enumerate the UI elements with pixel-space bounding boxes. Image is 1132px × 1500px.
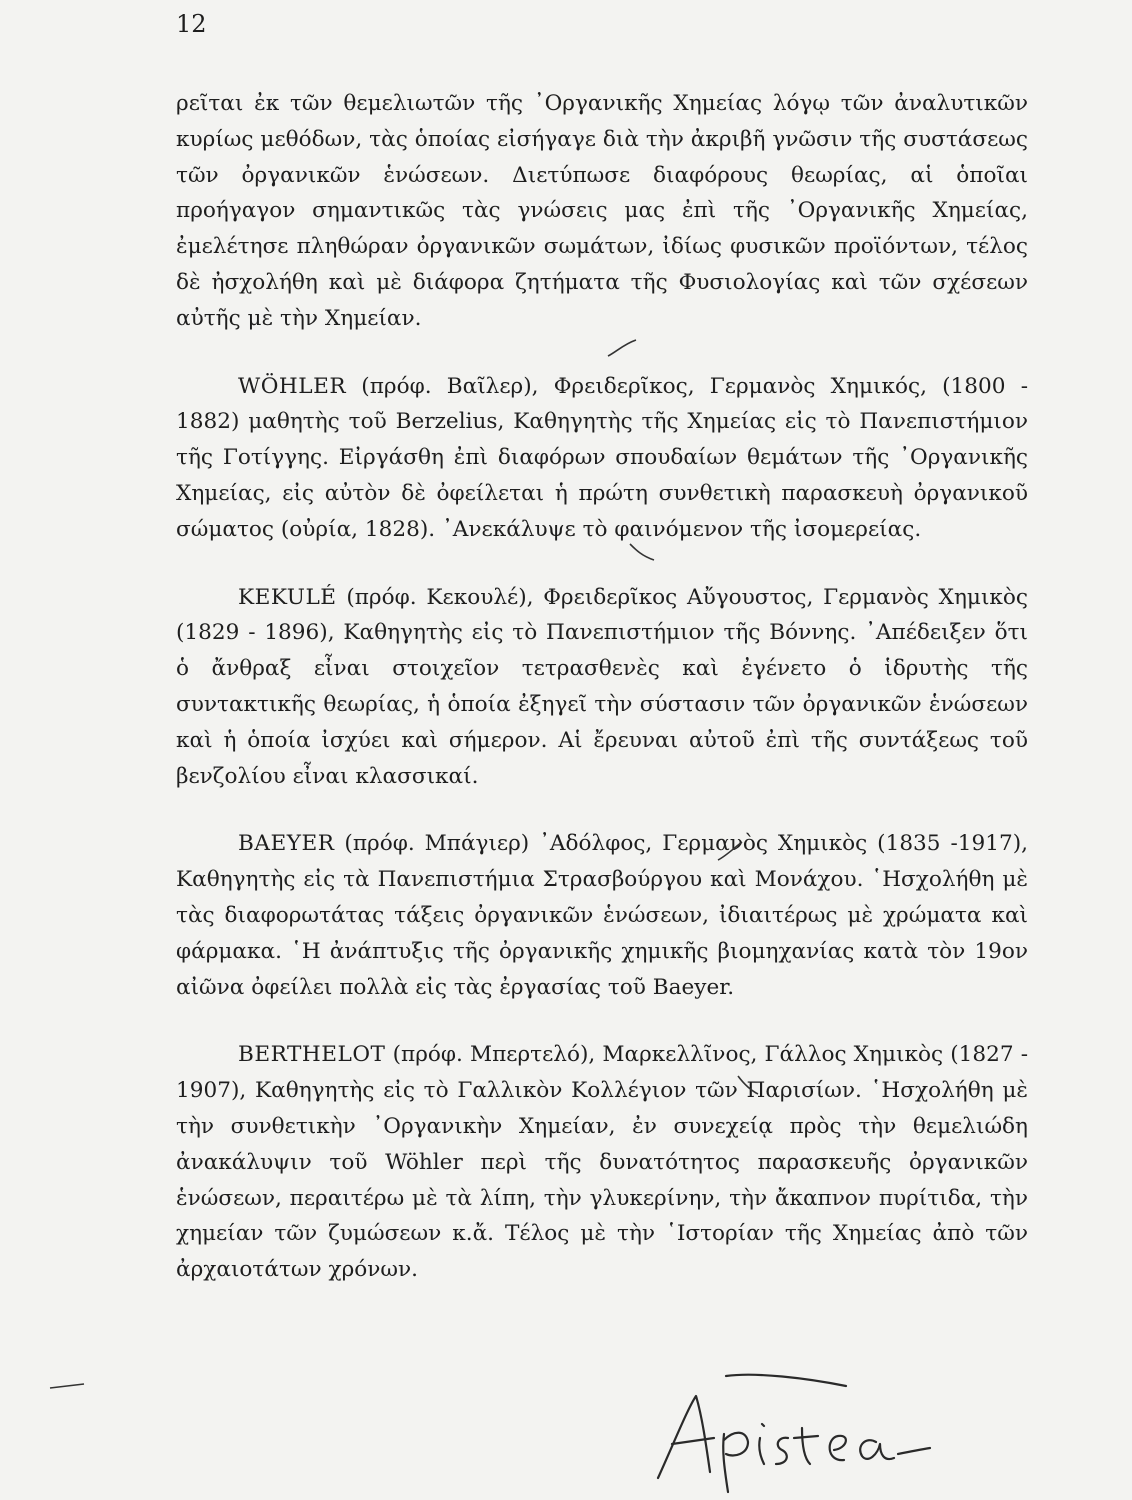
entry-wohler [176, 369, 1028, 548]
intro-paragraph: ρεῖται ἐκ τῶν θεμελιωτῶν τῆς ᾿Οργανικῆς Χημείας λόγῳ τῶν ἀναλυτικῶν κυρίως μεθόδων, τὰς ὁποίας εἰσήγαγε διὰ τὴν ἀκριβῆ γνῶσιν τῆς συστάσεως τῶν ὀργανικῶν ἑνώσεων. Διετύπωσε διαφόρους θεωρίας, αἱ ὁποῖαι προήγαγον σημαντικῶς τὰς γνώσεις μας ἐπὶ τῆς ᾿Οργανικῆς Χημείας, ἐμελέτησε πληθώραν ὀργανικῶν σωμάτων, ἰδίως φυσικῶν προϊόντων, τέλος δὲ ἠσχολήθη καὶ μὲ διάφορα ζητήματα τῆς Φυσιολογίας καὶ τῶν σχέσεων αὐτῆς μὲ τὴν Χημείαν. [176, 91, 1028, 331]
pencil-tick-mark [716, 840, 746, 868]
page-body [176, 86, 1028, 1288]
entry-text: (πρόφ. Βαῖλερ), Φρειδερῖκος, Γερμανὸς Χημικός, (1800 - 1882) μαθητὴς τοῦ Berzelius, Καθηγητὴς τῆς Χημείας εἰς τὸ Πανεπιστήμιον τῆς Γοτίγγης. Εἰργάσθη ἐπὶ διαφόρων σπουδαίων θεμάτων τῆς ᾿Οργανικῆς Χημείας, εἰς αὐτὸν δὲ ὀφείλεται ἡ πρώτη συνθετικὴ παρασκευὴ ὀργανικοῦ σώματος (οὐρία, 1828). ᾿Ανεκάλυψε τὸ φαινόμενον τῆς ἰσομερείας. [176, 373, 1028, 542]
page-number: 12 [176, 10, 207, 38]
entry-name: BERTHELOT [238, 1042, 386, 1068]
entry-text: (πρόφ. Κεκουλέ), Φρειδερῖκος Αὔγουστος, Γερμανὸς Χημικὸς (1829 - 1896), Καθηγητὴς εἰς τὸ Πανεπιστήμιον τῆς Βόννης. ᾿Απέδειξεν ὅτι ὁ ἄνθραξ εἶναι στοιχεῖον τετρασθενὲς καὶ ἐγένετο ὁ ἱδρυτὴς τῆς συντακτικῆς θεωρίας, ἡ ὁποία ἐξηγεῖ τὴν σύστασιν τῶν ὀργανικῶν ἑνώσεων καὶ ἡ ὁποία ἰσχύει καὶ σήμερον. Αἱ ἔρευναι αὐτοῦ ἐπὶ τῆς συντάξεως τοῦ βενζολίου εἶναι κλασσικαί. [176, 584, 1028, 789]
entry-baeyer [176, 826, 1028, 1005]
pencil-tick-mark [628, 540, 658, 564]
pencil-tick-mark [736, 1072, 762, 1098]
entry-name: KEKULÉ [238, 584, 337, 610]
entry-text: (πρόφ. Μπάγιερ) ᾿Αδόλφος, Γερμανὸς Χημικὸς (1835 -1917), Καθηγητὴς εἰς τὰ Πανεπιστήμια Στρασβούργου καὶ Μονάχου. ῾Ησχολήθη μὲ τὰς διαφορωτάτας τάξεις ὀργανικῶν ἑνώσεων, ἰδιαιτέρως μὲ χρώματα καὶ φάρμακα. ῾Η ἀνάπτυξις τῆς ὀργανικῆς χημικῆς βιομηχανίας κατὰ τὸν 19ον αἰῶνα ὀφείλει πολλὰ εἰς τὰς ἐργασίας τοῦ Baeyer. [176, 831, 1028, 1000]
entry-kekule [176, 580, 1028, 795]
pencil-tick-mark [606, 338, 640, 362]
entry-name: BAEYER [238, 831, 335, 857]
handwritten-signature [636, 1368, 936, 1498]
entry-berthelot [176, 1037, 1028, 1288]
entry-text: (πρόφ. Μπερτελό), Μαρκελλῖνος, Γάλλος Χημικὸς (1827 - 1907), Καθηγητὴς εἰς τὸ Γαλλικὸν Κολλέγιον τῶν Παρισίων. ῾Ησχολήθη μὲ τὴν συνθετικὴν ᾿Οργανικὴν Χημείαν, ἐν συνεχείᾳ πρὸς τὴν θεμελιώδη ἀνακάλυψιν τοῦ Wöhler περὶ τῆς δυνατότητος παρασκευῆς ὀργανικῶν ἑνώσεων, περαιτέρω μὲ τὰ λίπη, τὴν γλυκερίνην, τὴν ἄκαπνον πυρίτιδα, τὴν χημείαν τῶν ζυμώσεων κ.ἄ. Τέλος μὲ τὴν ῾Ιστορίαν τῆς Χημείας ἀπὸ τῶν ἀρχαιοτάτων χρόνων. [176, 1042, 1028, 1283]
pencil-dash-mark [48, 1380, 88, 1392]
entry-name: WÖHLER [238, 373, 347, 399]
